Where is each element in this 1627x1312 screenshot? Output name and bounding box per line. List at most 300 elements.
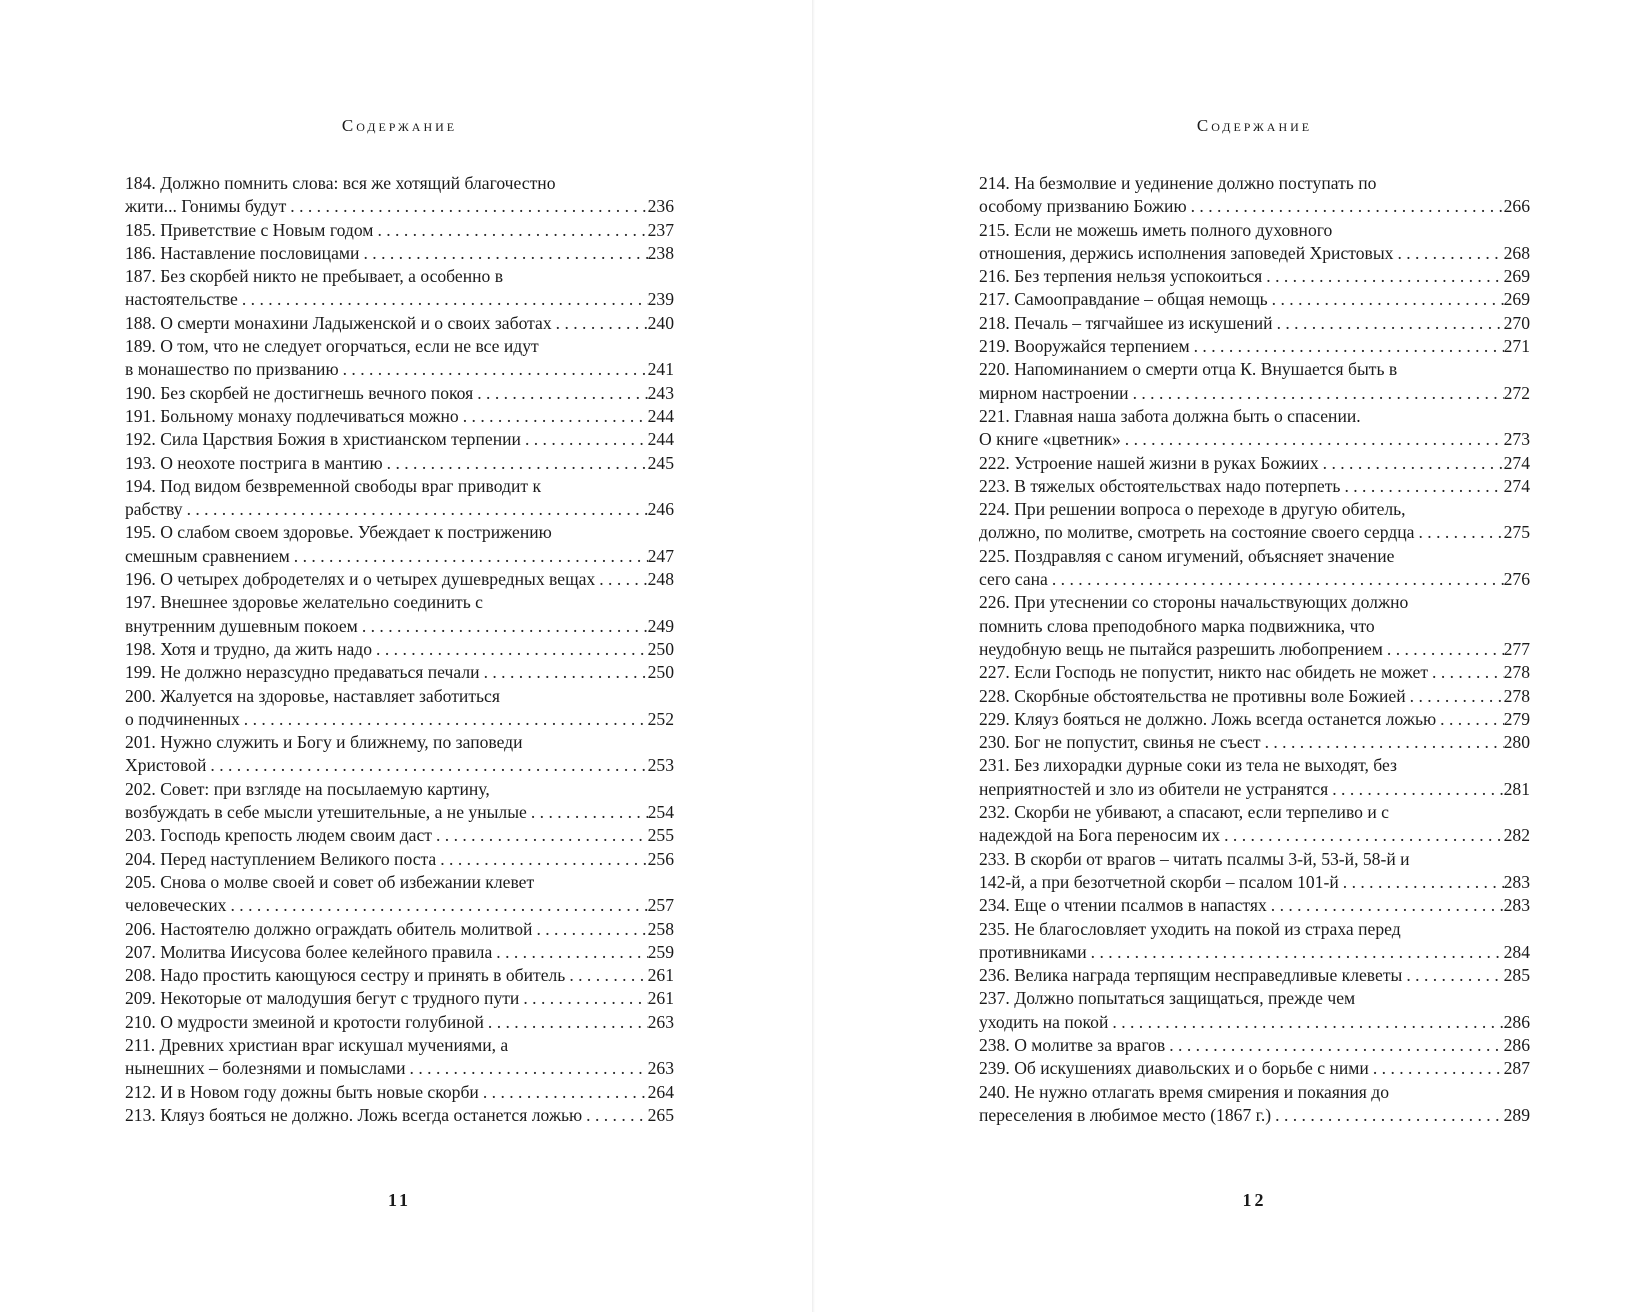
toc-entry[interactable] xyxy=(979,918,1530,965)
toc-entry-line: 189. О том, что не следует огорчаться, если не все идут xyxy=(125,336,539,357)
page-number: 11 xyxy=(387,1190,411,1210)
toc-entry[interactable] xyxy=(125,918,674,941)
toc-entry[interactable] xyxy=(979,661,1530,684)
toc-page-number: 252 xyxy=(647,708,674,729)
toc-page-number: 265 xyxy=(647,1104,674,1125)
toc-entry[interactable] xyxy=(125,964,674,987)
toc-entry-last-line xyxy=(979,661,1530,684)
dot-leader xyxy=(383,452,648,475)
dot-leader xyxy=(1369,1057,1504,1080)
dot-leader xyxy=(1262,265,1503,288)
toc-entry-line: 215. Если не можешь иметь полного духовного xyxy=(979,219,1333,240)
toc-entry-line: отношения, держись исполнения заповедей Христовых xyxy=(979,242,1394,263)
toc-entry[interactable] xyxy=(125,941,674,964)
toc-entry-last-line xyxy=(125,894,674,917)
toc-entry[interactable] xyxy=(979,405,1530,452)
dot-leader xyxy=(359,242,647,265)
dot-leader xyxy=(1319,452,1504,475)
toc-entry-line: О книге «цветник» xyxy=(979,429,1121,450)
toc-page-number: 237 xyxy=(647,219,674,240)
toc-entry-last-line xyxy=(125,1057,674,1080)
page-number: 12 xyxy=(1242,1190,1267,1210)
toc-entry-line: 205. Снова о молве своей и совет об избежании клевет xyxy=(125,871,535,892)
dot-leader xyxy=(1220,824,1504,847)
toc-entry[interactable] xyxy=(979,452,1530,475)
toc-page-number: 258 xyxy=(647,918,674,939)
toc-entry[interactable] xyxy=(125,1104,674,1127)
dot-leader xyxy=(1340,475,1503,498)
toc-page-number: 274 xyxy=(1503,452,1530,473)
toc-entry[interactable] xyxy=(125,521,674,568)
toc-entry-last-line xyxy=(979,708,1530,731)
toc-entry-line: помнить слова преподобного марка подвижника, что xyxy=(979,615,1375,636)
toc-entry-line: 224. При решении вопроса о переходе в другую обитель, xyxy=(979,499,1406,520)
toc-entry[interactable] xyxy=(125,172,674,219)
toc-entry-line: возбуждать в себе мысли утешительные, а не унылые xyxy=(125,802,527,823)
table-of-contents xyxy=(125,172,674,1127)
toc-page-number: 269 xyxy=(1503,266,1530,287)
toc-page-number: 280 xyxy=(1503,732,1530,753)
toc-entry-line: уходить на покой xyxy=(979,1011,1109,1032)
toc-entry-line: 238. О молитве за врагов xyxy=(979,1034,1166,1055)
toc-page-number: 272 xyxy=(1503,382,1530,403)
dot-leader xyxy=(1414,521,1503,544)
toc-entry-line: 225. Поздравляя с саном игумений, объясняет значение xyxy=(979,545,1395,566)
toc-entry[interactable] xyxy=(979,312,1530,335)
toc-page-number: 273 xyxy=(1503,429,1530,450)
toc-entry-line: 142-й, а при безотчетной скорби – псалом 101-й xyxy=(979,871,1339,892)
toc-entry-line: 232. Скорби не убивают, а спасают, если терпеливо и с xyxy=(979,802,1389,823)
toc-entry-line: 193. О неохоте пострига в мантию xyxy=(125,452,383,473)
toc-entry-last-line xyxy=(125,964,674,987)
toc-entry[interactable] xyxy=(125,265,674,312)
dot-leader xyxy=(565,964,647,987)
toc-page-number: 255 xyxy=(647,825,674,846)
toc-entry-last-line xyxy=(125,1104,674,1127)
dot-leader xyxy=(432,824,648,847)
toc-entry-last-line xyxy=(979,195,1530,218)
dot-leader xyxy=(527,801,648,824)
toc-entry-line: настоятельстве xyxy=(125,289,238,310)
toc-entry-line: Христовой xyxy=(125,755,207,776)
toc-entry-line: 211. Древних христиан враг искушал мучениями, а xyxy=(125,1034,509,1055)
toc-entry[interactable] xyxy=(125,428,674,451)
toc-entry-line: 201. Нужно служить и Богу и ближнему, по заповеди xyxy=(125,732,523,753)
toc-entry-last-line xyxy=(979,242,1530,265)
toc-entry[interactable] xyxy=(979,1057,1530,1080)
toc-entry-line: 213. Кляуз бояться не должно. Ложь всегда останется ложью xyxy=(125,1104,583,1125)
toc-entry-line: переселения в любимое место (1867 г.) xyxy=(979,1104,1272,1125)
toc-entry-line: 231. Без лихорадки дурные соки из тела не выходят, без xyxy=(979,755,1397,776)
toc-entry[interactable] xyxy=(125,568,674,591)
toc-entry-last-line xyxy=(125,545,674,568)
toc-entry[interactable] xyxy=(125,824,674,847)
toc-page-number: 250 xyxy=(647,638,674,659)
toc-entry-line: 216. Без терпения нельзя успокоиться xyxy=(979,266,1263,287)
toc-page-number: 241 xyxy=(647,359,674,380)
toc-entry-line: 237. Должно попытаться защищаться, прежде чем xyxy=(979,988,1356,1009)
toc-entry-line: 222. Устроение нашей жизни в руках Божиих xyxy=(979,452,1319,473)
toc-page-number: 261 xyxy=(647,965,674,986)
toc-entry-line: в монашество по призванию xyxy=(125,359,339,380)
dot-leader xyxy=(240,708,648,731)
dot-leader xyxy=(1087,941,1504,964)
toc-entry-last-line xyxy=(125,848,674,871)
toc-page-number: 266 xyxy=(1503,196,1530,217)
toc-entry[interactable] xyxy=(979,987,1530,1034)
toc-entry-line: 240. Не нужно отлагать время смирения и покаяния до xyxy=(979,1081,1390,1102)
toc-entry-line: 184. Должно помнить слова: вся же хотящий благочестно xyxy=(125,173,556,193)
dot-leader xyxy=(480,661,648,684)
dot-leader xyxy=(1406,685,1504,708)
toc-page-number: 268 xyxy=(1503,242,1530,263)
toc-page-number: 277 xyxy=(1503,638,1530,659)
toc-entry[interactable] xyxy=(979,1034,1530,1057)
toc-page-number: 264 xyxy=(647,1081,674,1102)
dot-leader xyxy=(1428,661,1504,684)
toc-page-number: 257 xyxy=(647,895,674,916)
toc-entry[interactable] xyxy=(125,219,674,242)
dot-leader xyxy=(582,1104,647,1127)
toc-entry[interactable] xyxy=(979,498,1530,545)
toc-entry-line: 233. В скорби от врагов – читать псалмы 3-й, 53-й, 58-й и xyxy=(979,848,1410,869)
toc-entry[interactable] xyxy=(979,801,1530,848)
toc-page-number: 278 xyxy=(1503,662,1530,683)
toc-entry-last-line xyxy=(979,428,1530,451)
toc-entry-last-line xyxy=(125,195,674,218)
toc-entry-last-line xyxy=(125,918,674,941)
toc-page-number: 244 xyxy=(647,405,674,426)
left-page xyxy=(125,0,674,1312)
toc-page-number: 254 xyxy=(647,802,674,823)
toc-entry[interactable] xyxy=(125,848,674,871)
dot-leader xyxy=(436,848,647,871)
dot-leader xyxy=(1273,312,1504,335)
toc-entry[interactable] xyxy=(125,661,674,684)
toc-entry-line: 199. Не должно неразсудно предаваться печали xyxy=(125,662,480,683)
toc-entry-last-line xyxy=(125,219,674,242)
toc-page-number: 274 xyxy=(1503,475,1530,496)
toc-entry-line: 218. Печаль – тягчайшее из искушений xyxy=(979,312,1273,333)
right-page xyxy=(979,0,1530,1312)
toc-entry-line: 234. Еще о чтении псалмов в напастях xyxy=(979,895,1267,916)
toc-page-number: 244 xyxy=(647,429,674,450)
toc-entry[interactable] xyxy=(125,475,674,522)
dot-leader xyxy=(552,312,648,335)
toc-entry-line: 239. Об искушениях диавольских и о борьбе с ними xyxy=(979,1058,1369,1079)
toc-entry-last-line xyxy=(125,801,674,824)
toc-entry-line: 206. Настоятелю должно ограждать обитель молитвой xyxy=(125,918,533,939)
toc-entry-line: 195. О слабом своем здоровье. Убеждает к пострижению xyxy=(125,522,552,543)
dot-leader xyxy=(183,498,648,521)
dot-leader xyxy=(1190,335,1504,358)
toc-entry-line: 194. Под видом безвременной свободы враг приводит к xyxy=(125,475,542,496)
toc-entry-line: рабству xyxy=(125,499,183,520)
toc-entry[interactable] xyxy=(125,335,674,382)
toc-entry-last-line xyxy=(125,452,674,475)
book-gutter xyxy=(812,0,815,1312)
toc-entry[interactable] xyxy=(979,685,1530,708)
dot-leader xyxy=(459,405,648,428)
toc-entry-last-line xyxy=(979,778,1530,801)
toc-page-number: 284 xyxy=(1503,941,1530,962)
toc-entry-last-line xyxy=(979,335,1530,358)
toc-entry-line: 221. Главная наша забота должна быть о спасении. xyxy=(979,405,1361,426)
dot-leader xyxy=(1187,195,1504,218)
toc-entry-line: о подчиненных xyxy=(125,708,240,729)
toc-entry-line: 230. Бог не попустит, свинья не съест xyxy=(979,732,1261,753)
toc-page-number: 240 xyxy=(647,312,674,333)
toc-entry-last-line xyxy=(979,731,1530,754)
toc-entry-line: противниками xyxy=(979,941,1087,962)
toc-page-number: 286 xyxy=(1503,1034,1530,1055)
dot-leader xyxy=(290,545,648,568)
toc-page-number: 256 xyxy=(647,848,674,869)
toc-entry-last-line xyxy=(979,894,1530,917)
dot-leader xyxy=(1267,894,1504,917)
toc-entry-line: внутренним душевным покоем xyxy=(125,615,358,636)
running-head: Содержание xyxy=(341,116,458,135)
toc-entry-last-line xyxy=(979,382,1530,405)
toc-entry-line: 196. О четырех добродетелях и о четырех душевредных вещах xyxy=(125,569,596,590)
toc-entry-last-line xyxy=(979,1104,1530,1127)
dot-leader xyxy=(1339,871,1504,894)
toc-page-number: 271 xyxy=(1503,336,1530,357)
toc-entry-last-line xyxy=(979,288,1530,311)
toc-page-number: 248 xyxy=(647,569,674,590)
toc-page-number: 253 xyxy=(647,755,674,776)
dot-leader xyxy=(1383,638,1504,661)
dot-leader xyxy=(1048,568,1504,591)
toc-entry[interactable] xyxy=(125,685,674,732)
dot-leader xyxy=(238,288,648,311)
toc-entry-last-line xyxy=(125,987,674,1010)
dot-leader xyxy=(1129,382,1504,405)
dot-leader xyxy=(595,568,647,591)
toc-entry[interactable] xyxy=(979,219,1530,266)
toc-entry-last-line xyxy=(979,521,1530,544)
toc-entry[interactable] xyxy=(979,754,1530,801)
toc-entry-line: 208. Надо простить кающуюся сестру и принять в обитель xyxy=(125,965,566,986)
toc-entry[interactable] xyxy=(125,1081,674,1104)
toc-entry-line: 200. Жалуется на здоровье, наставляет заботиться xyxy=(125,685,500,706)
toc-page-number: 269 xyxy=(1503,289,1530,310)
toc-entry-line: 226. При утеснении со стороны начальствующих должно xyxy=(979,592,1409,613)
toc-entry-line: 223. В тяжелых обстоятельствах надо потерпеть xyxy=(979,475,1341,496)
toc-entry-line: 204. Перед наступлением Великого поста xyxy=(125,848,437,869)
dot-leader xyxy=(1261,731,1504,754)
toc-entry-last-line xyxy=(979,312,1530,335)
dot-leader xyxy=(492,941,647,964)
toc-entry[interactable] xyxy=(979,708,1530,731)
toc-page-number: 249 xyxy=(647,615,674,636)
toc-entry-last-line xyxy=(125,568,674,591)
toc-entry-last-line xyxy=(125,824,674,847)
toc-entry-line: 185. Приветствие с Новым годом xyxy=(125,219,374,240)
dot-leader xyxy=(339,358,648,381)
toc-page-number: 239 xyxy=(647,289,674,310)
toc-entry-line: 229. Кляуз бояться не должно. Ложь всегда останется ложью xyxy=(979,708,1437,729)
toc-entry[interactable] xyxy=(125,591,674,638)
toc-entry[interactable] xyxy=(125,452,674,475)
toc-entry[interactable] xyxy=(979,731,1530,754)
toc-page-number: 263 xyxy=(647,1058,674,1079)
toc-entry-last-line xyxy=(979,568,1530,591)
toc-page-number: 238 xyxy=(647,242,674,263)
dot-leader xyxy=(1108,1011,1503,1034)
toc-page-number: 283 xyxy=(1503,871,1530,892)
dot-leader xyxy=(532,918,647,941)
toc-page-number: 276 xyxy=(1503,569,1530,590)
toc-entry[interactable] xyxy=(979,545,1530,592)
toc-page-number: 259 xyxy=(647,941,674,962)
toc-entry-last-line xyxy=(125,615,674,638)
toc-entry-line: 192. Сила Царствия Божия в христианском терпении xyxy=(125,429,521,450)
toc-entry[interactable] xyxy=(125,987,674,1010)
toc-entry[interactable] xyxy=(979,358,1530,405)
toc-entry-line: 202. Совет: при взгляде на посылаемую картину, xyxy=(125,778,490,799)
toc-entry[interactable] xyxy=(125,405,674,428)
toc-entry-line: 235. Не благословляет уходить на покой из страха перед xyxy=(979,918,1401,939)
toc-entry[interactable] xyxy=(979,964,1530,987)
toc-entry-last-line xyxy=(125,382,674,405)
toc-entry[interactable] xyxy=(125,382,674,405)
toc-entry-line: 214. На безмолвие и уединение должно поступать по xyxy=(979,173,1377,193)
toc-page-number: 250 xyxy=(647,662,674,683)
toc-entry-last-line xyxy=(125,1081,674,1104)
toc-entry-last-line xyxy=(125,358,674,381)
toc-page-number: 285 xyxy=(1503,965,1530,986)
toc-entry-line: 187. Без скорбей никто не пребывает, а особенно в xyxy=(125,266,504,287)
toc-entry-last-line xyxy=(979,685,1530,708)
dot-leader xyxy=(1121,428,1504,451)
toc-entry-line: неудобную вещь не пытайся разрешить любопрением xyxy=(979,638,1383,659)
toc-page-number: 246 xyxy=(647,499,674,520)
toc-entry[interactable] xyxy=(125,242,674,265)
toc-entry-line: 197. Внешнее здоровье желательно соединить с xyxy=(125,592,483,613)
toc-entry-line: должно, по молитве, смотреть на состояние своего сердца xyxy=(979,522,1415,543)
toc-page-number: 261 xyxy=(647,988,674,1009)
toc-entry-last-line xyxy=(125,638,674,661)
toc-entry-last-line xyxy=(979,1034,1530,1057)
toc-entry[interactable] xyxy=(125,871,674,918)
toc-entry[interactable] xyxy=(125,1034,674,1081)
dot-leader xyxy=(1271,1104,1503,1127)
toc-page-number: 281 xyxy=(1503,778,1530,799)
toc-entry-line: 236. Велика награда терпящим несправедливые клеветы xyxy=(979,965,1403,986)
toc-entry-last-line xyxy=(125,405,674,428)
toc-entry-line: 228. Скорбные обстоятельства не противны воле Божией xyxy=(979,685,1406,706)
dot-leader xyxy=(206,754,647,777)
toc-entry-last-line xyxy=(125,242,674,265)
toc-entry-line: неприятностей и зло из обители не устранятся xyxy=(979,778,1329,799)
toc-entry-line: 191. Больному монаху подлечиваться можно xyxy=(125,405,459,426)
dot-leader xyxy=(1402,964,1503,987)
toc-entry-last-line xyxy=(125,498,674,521)
dot-leader xyxy=(519,987,647,1010)
toc-entry-line: 217. Самооправдание – общая немощь xyxy=(979,289,1268,310)
toc-entry[interactable] xyxy=(979,288,1530,311)
toc-entry-line: жити... Гонимы будут xyxy=(125,196,287,217)
toc-entry[interactable] xyxy=(979,894,1530,917)
toc-entry-line: 220. Напоминанием о смерти отца К. Внушается быть в xyxy=(979,359,1398,380)
toc-entry-last-line xyxy=(979,871,1530,894)
dot-leader xyxy=(286,195,647,218)
dot-leader xyxy=(358,615,648,638)
toc-entry-last-line xyxy=(979,941,1530,964)
table-of-contents xyxy=(979,172,1530,1127)
toc-entry[interactable] xyxy=(979,172,1530,219)
toc-page-number: 286 xyxy=(1503,1011,1530,1032)
toc-entry-line: 210. О мудрости змеиной и кротости голубиной xyxy=(125,1011,484,1032)
dot-leader xyxy=(521,428,648,451)
dot-leader xyxy=(373,219,647,242)
toc-entry-last-line xyxy=(125,708,674,731)
toc-entry[interactable] xyxy=(125,778,674,825)
toc-page-number: 243 xyxy=(647,382,674,403)
toc-page-number: 275 xyxy=(1503,522,1530,543)
toc-entry-line: надеждой на Бога переносим их xyxy=(979,825,1221,846)
dot-leader xyxy=(484,1011,648,1034)
toc-entry-last-line xyxy=(125,661,674,684)
toc-entry-line: человеческих xyxy=(125,895,227,916)
toc-entry-line: особому призванию Божию xyxy=(979,196,1187,217)
toc-entry-last-line xyxy=(979,1011,1530,1034)
toc-entry-last-line xyxy=(125,941,674,964)
toc-entry[interactable] xyxy=(125,312,674,335)
toc-entry-last-line xyxy=(979,1057,1530,1080)
toc-page-number: 283 xyxy=(1503,895,1530,916)
toc-entry-last-line xyxy=(125,288,674,311)
toc-entry-line: 212. И в Новом году дожны быть новые скорби xyxy=(125,1081,479,1102)
toc-page-number: 263 xyxy=(647,1011,674,1032)
toc-entry[interactable] xyxy=(979,265,1530,288)
dot-leader xyxy=(372,638,648,661)
toc-page-number: 247 xyxy=(647,545,674,566)
toc-entry-last-line xyxy=(979,638,1530,661)
toc-page-number: 287 xyxy=(1503,1058,1530,1079)
toc-entry-line: 207. Молитва Иисусова более келейного правила xyxy=(125,941,493,962)
dot-leader xyxy=(1165,1034,1503,1057)
toc-entry[interactable] xyxy=(125,731,674,778)
toc-entry-last-line xyxy=(125,754,674,777)
toc-entry-last-line xyxy=(979,265,1530,288)
dot-leader xyxy=(1268,288,1504,311)
toc-entry[interactable] xyxy=(979,335,1530,358)
toc-entry-line: смешным сравнением xyxy=(125,545,290,566)
toc-entry[interactable] xyxy=(979,591,1530,661)
toc-entry-line: 227. Если Господь не попустит, никто нас обидеть не может xyxy=(979,662,1429,683)
toc-entry[interactable] xyxy=(979,1081,1530,1128)
toc-entry-last-line xyxy=(125,312,674,335)
dot-leader xyxy=(406,1057,648,1080)
toc-entry-line: 190. Без скорбей не достигнешь вечного покоя xyxy=(125,382,474,403)
toc-page-number: 270 xyxy=(1503,312,1530,333)
toc-page-number: 282 xyxy=(1503,825,1530,846)
toc-page-number: 236 xyxy=(647,196,674,217)
toc-entry[interactable] xyxy=(979,475,1530,498)
toc-entry-last-line xyxy=(979,452,1530,475)
toc-entry-line: 203. Господь крепость людем своим даст xyxy=(125,825,432,846)
dot-leader xyxy=(1393,242,1503,265)
toc-entry[interactable] xyxy=(979,848,1530,895)
toc-entry[interactable] xyxy=(125,1011,674,1034)
toc-entry-line: нынешних – болезнями и помыслами xyxy=(125,1058,406,1079)
dot-leader xyxy=(473,382,647,405)
toc-entry[interactable] xyxy=(125,638,674,661)
dot-leader xyxy=(1328,778,1503,801)
toc-page-number: 278 xyxy=(1503,685,1530,706)
